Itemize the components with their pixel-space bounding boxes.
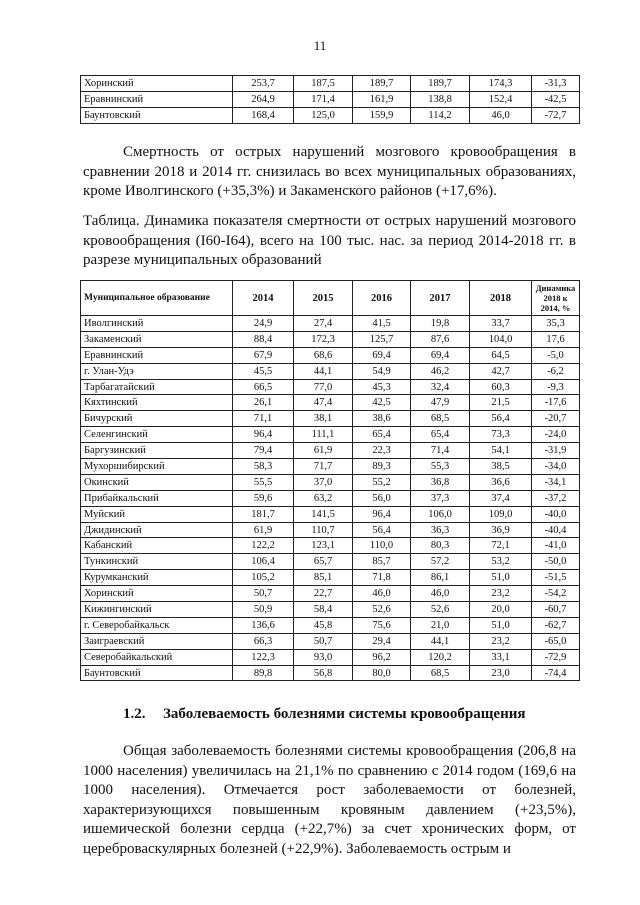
value-cell: -31,3 <box>532 76 580 92</box>
table-row <box>81 506 580 522</box>
region-cell: Баунтовский <box>81 665 233 681</box>
value-cell: 77,0 <box>294 379 353 395</box>
value-cell: 189,7 <box>411 76 470 92</box>
value-cell: 23,2 <box>470 586 532 602</box>
value-cell: 56,4 <box>470 411 532 427</box>
region-cell: Еравнинский <box>81 347 233 363</box>
region-cell: Баргузинский <box>81 443 233 459</box>
value-cell: 88,4 <box>233 331 294 347</box>
value-cell: -6,2 <box>532 363 580 379</box>
value-cell: 45,8 <box>294 617 353 633</box>
value-cell: 35,3 <box>532 316 580 332</box>
value-cell: 65,7 <box>294 554 353 570</box>
top-table <box>80 75 580 124</box>
value-cell: 159,9 <box>353 107 411 123</box>
value-cell: 85,7 <box>353 554 411 570</box>
value-cell: -72,9 <box>532 649 580 665</box>
table-row <box>81 586 580 602</box>
value-cell: 89,8 <box>233 665 294 681</box>
value-cell: 69,4 <box>411 347 470 363</box>
header-2018: 2018 <box>470 281 532 316</box>
value-cell: -31,9 <box>532 443 580 459</box>
value-cell: 58,4 <box>294 602 353 618</box>
value-cell: 47,9 <box>411 395 470 411</box>
value-cell: 54,1 <box>470 443 532 459</box>
value-cell: 38,1 <box>294 411 353 427</box>
table-row <box>81 427 580 443</box>
value-cell: 66,3 <box>233 633 294 649</box>
value-cell: 65,4 <box>411 427 470 443</box>
value-cell: 87,6 <box>411 331 470 347</box>
value-cell: 56,4 <box>353 522 411 538</box>
paragraph-mortality-summary <box>83 143 576 202</box>
table-row <box>81 443 580 459</box>
table-row <box>81 538 580 554</box>
value-cell: 58,3 <box>233 459 294 475</box>
value-cell: 21,0 <box>411 617 470 633</box>
value-cell: -5,0 <box>532 347 580 363</box>
table-row <box>81 316 580 332</box>
header-2015: 2015 <box>294 281 353 316</box>
region-cell: Баунтовский <box>81 107 233 123</box>
value-cell: 171,4 <box>294 91 353 107</box>
value-cell: 106,0 <box>411 506 470 522</box>
value-cell: 110,7 <box>294 522 353 538</box>
value-cell: -34,1 <box>532 474 580 490</box>
value-cell: -37,2 <box>532 490 580 506</box>
value-cell: 189,7 <box>353 76 411 92</box>
value-cell: 38,5 <box>470 459 532 475</box>
value-cell: 69,4 <box>353 347 411 363</box>
table-row <box>81 107 580 123</box>
value-cell: 71,8 <box>353 570 411 586</box>
region-cell: Иволгинский <box>81 316 233 332</box>
value-cell: 51,0 <box>470 570 532 586</box>
value-cell: 56,8 <box>294 665 353 681</box>
value-cell: -62,7 <box>532 617 580 633</box>
value-cell: 79,4 <box>233 443 294 459</box>
header-2016: 2016 <box>353 281 411 316</box>
table-row <box>81 347 580 363</box>
value-cell: 45,5 <box>233 363 294 379</box>
value-cell: 22,7 <box>294 586 353 602</box>
table-row <box>81 665 580 681</box>
region-cell: г. Улан-Удэ <box>81 363 233 379</box>
table-row <box>81 602 580 618</box>
table-caption: Таблица. Динамика показателя смертности от острых нарушений мозгового кровообращения (I60-I64), всего на 100 тыс. нас. за период 2014-2018 гг. в разрезе муниципальных образований <box>83 213 576 268</box>
value-cell: -9,3 <box>532 379 580 395</box>
value-cell: 61,9 <box>233 522 294 538</box>
value-cell: 110,0 <box>353 538 411 554</box>
region-cell: Кабанский <box>81 538 233 554</box>
value-cell: 96,4 <box>353 506 411 522</box>
value-cell: 75,6 <box>353 617 411 633</box>
value-cell: 52,6 <box>411 602 470 618</box>
value-cell: 125,0 <box>294 107 353 123</box>
value-cell: 36,3 <box>411 522 470 538</box>
value-cell: 71,1 <box>233 411 294 427</box>
table-row <box>81 331 580 347</box>
value-cell: 22,3 <box>353 443 411 459</box>
value-cell: 55,2 <box>353 474 411 490</box>
value-cell: 61,9 <box>294 443 353 459</box>
value-cell: 80,3 <box>411 538 470 554</box>
value-cell: 45,3 <box>353 379 411 395</box>
value-cell: 57,2 <box>411 554 470 570</box>
region-cell: Северобайкальский <box>81 649 233 665</box>
value-cell: 55,5 <box>233 474 294 490</box>
value-cell: 56,0 <box>353 490 411 506</box>
region-cell: Еравнинский <box>81 91 233 107</box>
header-2014: 2014 <box>233 281 294 316</box>
region-cell: Тарбагатайский <box>81 379 233 395</box>
region-cell: Заиграевский <box>81 633 233 649</box>
value-cell: 50,9 <box>233 602 294 618</box>
value-cell: 44,1 <box>411 633 470 649</box>
mortality-dynamics-table <box>80 280 580 681</box>
value-cell: 71,4 <box>411 443 470 459</box>
value-cell: 161,9 <box>353 91 411 107</box>
header-dynamics: Динамика 2018 к 2014, % <box>532 281 580 316</box>
value-cell: 68,5 <box>411 665 470 681</box>
value-cell: 53,2 <box>470 554 532 570</box>
region-cell: Курумканский <box>81 570 233 586</box>
value-cell: 109,0 <box>470 506 532 522</box>
value-cell: 20,0 <box>470 602 532 618</box>
value-cell: 85,1 <box>294 570 353 586</box>
value-cell: -34,0 <box>532 459 580 475</box>
value-cell: 72,1 <box>470 538 532 554</box>
region-cell: г. Северобайкальск <box>81 617 233 633</box>
table-row <box>81 363 580 379</box>
value-cell: -65,0 <box>532 633 580 649</box>
value-cell: -74,4 <box>532 665 580 681</box>
value-cell: 253,7 <box>233 76 294 92</box>
value-cell: 114,2 <box>411 107 470 123</box>
value-cell: -41,0 <box>532 538 580 554</box>
table-row <box>81 617 580 633</box>
value-cell: 152,4 <box>470 91 532 107</box>
value-cell: 38,6 <box>353 411 411 427</box>
value-cell: 46,0 <box>470 107 532 123</box>
table-row <box>81 474 580 490</box>
value-cell: -40,0 <box>532 506 580 522</box>
value-cell: 33,1 <box>470 649 532 665</box>
value-cell: 63,2 <box>294 490 353 506</box>
value-cell: 141,5 <box>294 506 353 522</box>
value-cell: 187,5 <box>294 76 353 92</box>
value-cell: 26,1 <box>233 395 294 411</box>
value-cell: 66,5 <box>233 379 294 395</box>
value-cell: 37,4 <box>470 490 532 506</box>
region-cell: Бичурский <box>81 411 233 427</box>
value-cell: 23,0 <box>470 665 532 681</box>
value-cell: 54,9 <box>353 363 411 379</box>
value-cell: 24,9 <box>233 316 294 332</box>
section-number: 1.2. <box>123 706 146 722</box>
table-row <box>81 570 580 586</box>
region-cell: Хоринский <box>81 76 233 92</box>
table-header-row <box>81 281 580 316</box>
page-number: 11 <box>313 38 327 53</box>
paragraph-morbidity <box>83 742 576 859</box>
value-cell: 65,4 <box>353 427 411 443</box>
value-cell: 47,4 <box>294 395 353 411</box>
region-cell: Муйский <box>81 506 233 522</box>
value-cell: 46,0 <box>353 586 411 602</box>
value-cell: 125,7 <box>353 331 411 347</box>
value-cell: 111,1 <box>294 427 353 443</box>
value-cell: 80,0 <box>353 665 411 681</box>
value-cell: 29,4 <box>353 633 411 649</box>
region-cell: Селенгинский <box>81 427 233 443</box>
value-cell: 120,2 <box>411 649 470 665</box>
value-cell: 23,2 <box>470 633 532 649</box>
value-cell: 27,4 <box>294 316 353 332</box>
value-cell: -42,5 <box>532 91 580 107</box>
value-cell: 52,6 <box>353 602 411 618</box>
header-region: Муниципальное образование <box>81 281 233 316</box>
region-cell: Кяхтинский <box>81 395 233 411</box>
value-cell: -20,7 <box>532 411 580 427</box>
value-cell: 33,7 <box>470 316 532 332</box>
value-cell: 104,0 <box>470 331 532 347</box>
section-heading <box>123 706 526 723</box>
value-cell: 50,7 <box>294 633 353 649</box>
value-cell: 17,6 <box>532 331 580 347</box>
value-cell: 122,2 <box>233 538 294 554</box>
value-cell: 46,0 <box>411 586 470 602</box>
region-cell: Мухоршибирский <box>81 459 233 475</box>
value-cell: 44,1 <box>294 363 353 379</box>
value-cell: 46,2 <box>411 363 470 379</box>
value-cell: 68,6 <box>294 347 353 363</box>
value-cell: 42,7 <box>470 363 532 379</box>
value-cell: -24,0 <box>532 427 580 443</box>
value-cell: -17,6 <box>532 395 580 411</box>
value-cell: 89,3 <box>353 459 411 475</box>
table-row <box>81 522 580 538</box>
table-row <box>81 554 580 570</box>
value-cell: 36,6 <box>470 474 532 490</box>
paragraph-text: Общая заболеваемость болезнями системы кровообращения (206,8 на 1000 населения) увеличилась на 21,1% по сравнению с 2014 годом (169,6 на 1000 населения). Отмечается рост заболеваемости от болезней, характеризующихся повышенным кровяным давлением (+23,5%), ишемической болезни сердца (+22,7%) за счет хронических форм, от цереброваскулярных болезней (+22,9%). Заболеваемость острым и <box>83 743 576 857</box>
table-row <box>81 411 580 427</box>
value-cell: 37,0 <box>294 474 353 490</box>
value-cell: 64,5 <box>470 347 532 363</box>
region-cell: Хоринский <box>81 586 233 602</box>
value-cell: 36,9 <box>470 522 532 538</box>
value-cell: 51,0 <box>470 617 532 633</box>
value-cell: 60,3 <box>470 379 532 395</box>
header-2017: 2017 <box>411 281 470 316</box>
table-row <box>81 395 580 411</box>
value-cell: 73,3 <box>470 427 532 443</box>
value-cell: -51,5 <box>532 570 580 586</box>
value-cell: 181,7 <box>233 506 294 522</box>
value-cell: 136,6 <box>233 617 294 633</box>
value-cell: 172,3 <box>294 331 353 347</box>
region-cell: Окинский <box>81 474 233 490</box>
value-cell: 123,1 <box>294 538 353 554</box>
table-row <box>81 490 580 506</box>
table-row <box>81 649 580 665</box>
paragraph-text: Смертность от острых нарушений мозгового кровообращения в сравнении 2018 и 2014 гг. снизилась во всех муниципальных образованиях, кроме Иволгинского (+35,3%) и Закаменского районов (+17,6%). <box>83 144 576 199</box>
table-row <box>81 76 580 92</box>
table-row <box>81 91 580 107</box>
value-cell: 32,4 <box>411 379 470 395</box>
value-cell: 96,2 <box>353 649 411 665</box>
value-cell: 264,9 <box>233 91 294 107</box>
value-cell: -54,2 <box>532 586 580 602</box>
value-cell: 71,7 <box>294 459 353 475</box>
value-cell: 50,7 <box>233 586 294 602</box>
value-cell: 96,4 <box>233 427 294 443</box>
value-cell: 59,6 <box>233 490 294 506</box>
value-cell: 86,1 <box>411 570 470 586</box>
value-cell: -60,7 <box>532 602 580 618</box>
value-cell: 168,4 <box>233 107 294 123</box>
value-cell: 105,2 <box>233 570 294 586</box>
table-row <box>81 379 580 395</box>
value-cell: 106,4 <box>233 554 294 570</box>
value-cell: -72,7 <box>532 107 580 123</box>
section-title: Заболеваемость болезнями системы кровообращения <box>163 706 526 722</box>
region-cell: Джидинский <box>81 522 233 538</box>
region-cell: Закаменский <box>81 331 233 347</box>
region-cell: Прибайкальский <box>81 490 233 506</box>
value-cell: 138,8 <box>411 91 470 107</box>
value-cell: 93,0 <box>294 649 353 665</box>
value-cell: 19,8 <box>411 316 470 332</box>
value-cell: 55,3 <box>411 459 470 475</box>
value-cell: 68,5 <box>411 411 470 427</box>
table-row <box>81 459 580 475</box>
table-row <box>81 633 580 649</box>
region-cell: Тункинский <box>81 554 233 570</box>
value-cell: 37,3 <box>411 490 470 506</box>
value-cell: 21,5 <box>470 395 532 411</box>
value-cell: -50,0 <box>532 554 580 570</box>
value-cell: 122,3 <box>233 649 294 665</box>
value-cell: 174,3 <box>470 76 532 92</box>
value-cell: -40,4 <box>532 522 580 538</box>
region-cell: Кижингинский <box>81 602 233 618</box>
value-cell: 42,5 <box>353 395 411 411</box>
value-cell: 67,9 <box>233 347 294 363</box>
value-cell: 36,8 <box>411 474 470 490</box>
value-cell: 41,5 <box>353 316 411 332</box>
